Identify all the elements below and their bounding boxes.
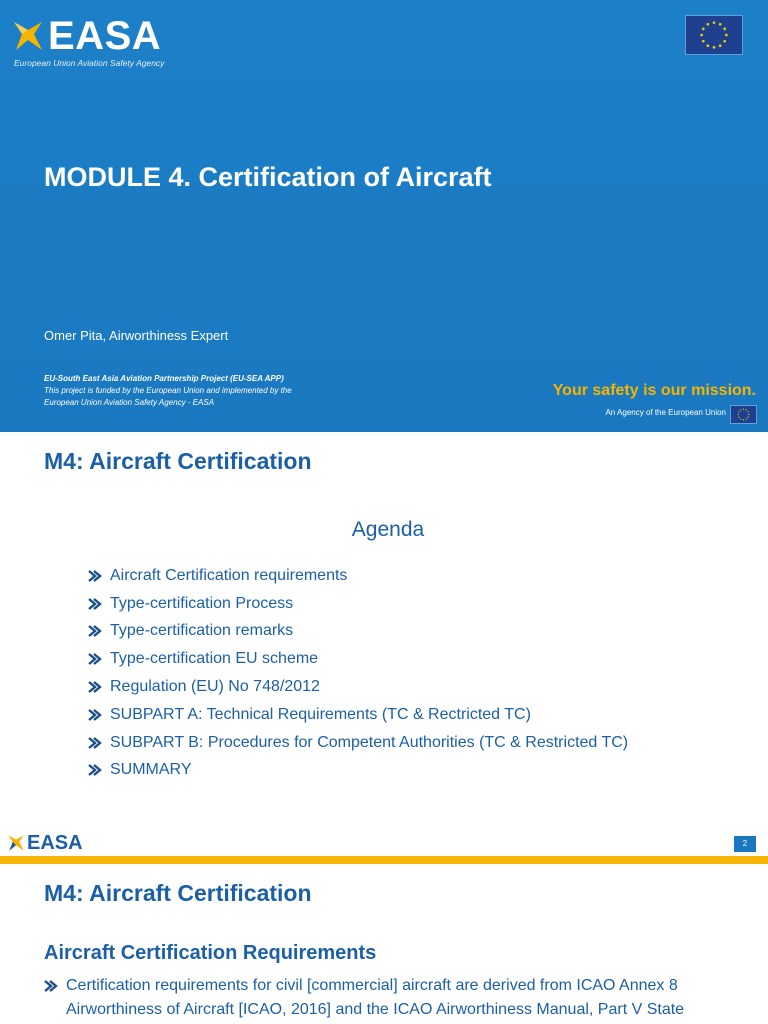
title-slide xyxy=(0,0,768,432)
eu-star xyxy=(706,23,709,26)
agency-tagline: An Agency of the European Union xyxy=(605,408,726,417)
eu-star xyxy=(748,417,749,418)
page-number-badge: 2 xyxy=(734,836,756,852)
agenda-item xyxy=(88,645,628,673)
eu-star xyxy=(738,417,739,418)
footer-logo xyxy=(7,833,83,853)
eu-star xyxy=(723,27,726,30)
eu-star xyxy=(706,44,709,47)
logo-text: EASA xyxy=(48,14,162,58)
agenda-item xyxy=(88,729,628,757)
funding-line-2: European Union Aviation Safety Agency - EASA xyxy=(44,398,215,407)
agenda-item-label: SUMMARY xyxy=(110,761,192,779)
agenda-item-label: Type-certification EU scheme xyxy=(110,650,319,668)
eu-star xyxy=(700,34,703,37)
eu-star xyxy=(746,409,747,410)
slide-title: M4: Aircraft Certification xyxy=(44,448,312,474)
eu-flag-small-icon xyxy=(730,405,757,424)
agenda-item xyxy=(88,618,628,646)
eu-star xyxy=(738,411,739,412)
eu-star xyxy=(743,419,744,420)
eu-star xyxy=(725,34,728,37)
eu-flag-icon xyxy=(685,15,743,55)
agenda-slide xyxy=(0,432,768,864)
mission-slogan: Your safety is our mission. xyxy=(552,382,756,399)
agenda-item-label: Type-certification remarks xyxy=(110,622,294,640)
project-name: EU-South East Asia Aviation Partnership Project (EU-SEA APP) xyxy=(44,374,284,383)
agenda-item xyxy=(88,701,628,729)
eu-star xyxy=(713,46,716,49)
logo-subtitle: European Union Aviation Safety Agency xyxy=(14,58,165,68)
chevron-right-icon xyxy=(88,570,102,582)
agenda-item xyxy=(88,562,628,590)
presenter-name: Omer Pita, Airworthiness Expert xyxy=(44,328,229,343)
agenda-item xyxy=(88,757,628,785)
funding-notice xyxy=(44,373,384,409)
agenda-item-label: Aircraft Certification requirements xyxy=(110,566,348,584)
bullet-item xyxy=(44,974,768,1022)
bullet-text xyxy=(66,974,684,1022)
eu-star xyxy=(719,23,722,26)
eu-star xyxy=(743,409,744,410)
eu-star xyxy=(738,414,739,415)
agenda-item xyxy=(88,590,628,618)
easa-logo xyxy=(12,16,164,68)
eu-star xyxy=(719,44,722,47)
eu-star xyxy=(740,419,741,420)
eu-star xyxy=(702,40,705,43)
chevron-right-icon xyxy=(88,764,102,776)
footer-accent-bar xyxy=(0,856,768,864)
requirements-slide xyxy=(0,864,768,1024)
agenda-list xyxy=(88,562,628,784)
eu-star xyxy=(746,419,747,420)
funding-line-1: This project is funded by the European Union and implemented by the xyxy=(44,386,292,395)
chevron-right-icon xyxy=(88,681,102,693)
presentation-title: MODULE 4. Certification of Aircraft xyxy=(44,162,492,192)
bullet-line-1: Certification requirements for civil [commercial] aircraft are derived from ICAO Annex 8 xyxy=(66,977,678,994)
chevron-right-icon xyxy=(88,598,102,610)
chevron-right-icon xyxy=(88,625,102,637)
eu-star xyxy=(713,21,716,24)
section-heading: Aircraft Certification Requirements xyxy=(44,942,377,964)
easa-bird-icon xyxy=(12,18,44,54)
agenda-item-label: SUBPART B: Procedures for Competent Authorities (TC & Restricted TC) xyxy=(110,733,629,751)
eu-star xyxy=(740,409,741,410)
eu-star xyxy=(748,411,749,412)
agenda-item xyxy=(88,673,628,701)
agenda-item-label: Type-certification Process xyxy=(110,594,294,612)
eu-star xyxy=(702,27,705,30)
chevron-right-icon xyxy=(88,709,102,721)
agenda-heading: Agenda xyxy=(351,518,425,541)
easa-bird-icon xyxy=(7,833,25,853)
agenda-item-label: SUBPART A: Technical Requirements (TC & Rectricted TC) xyxy=(110,705,531,723)
chevron-right-icon xyxy=(88,737,102,749)
agenda-item-label: Regulation (EU) No 748/2012 xyxy=(110,678,320,696)
eu-star xyxy=(748,414,749,415)
footer-logo-text: EASA xyxy=(27,832,83,854)
chevron-right-icon xyxy=(44,980,58,992)
bullet-line-2: Airworthiness of Aircraft [ICAO, 2016] and the ICAO Airworthiness Manual, Part V State xyxy=(66,1001,685,1018)
eu-star xyxy=(723,40,726,43)
slide-title: M4: Aircraft Certification xyxy=(44,880,312,906)
chevron-right-icon xyxy=(88,653,102,665)
